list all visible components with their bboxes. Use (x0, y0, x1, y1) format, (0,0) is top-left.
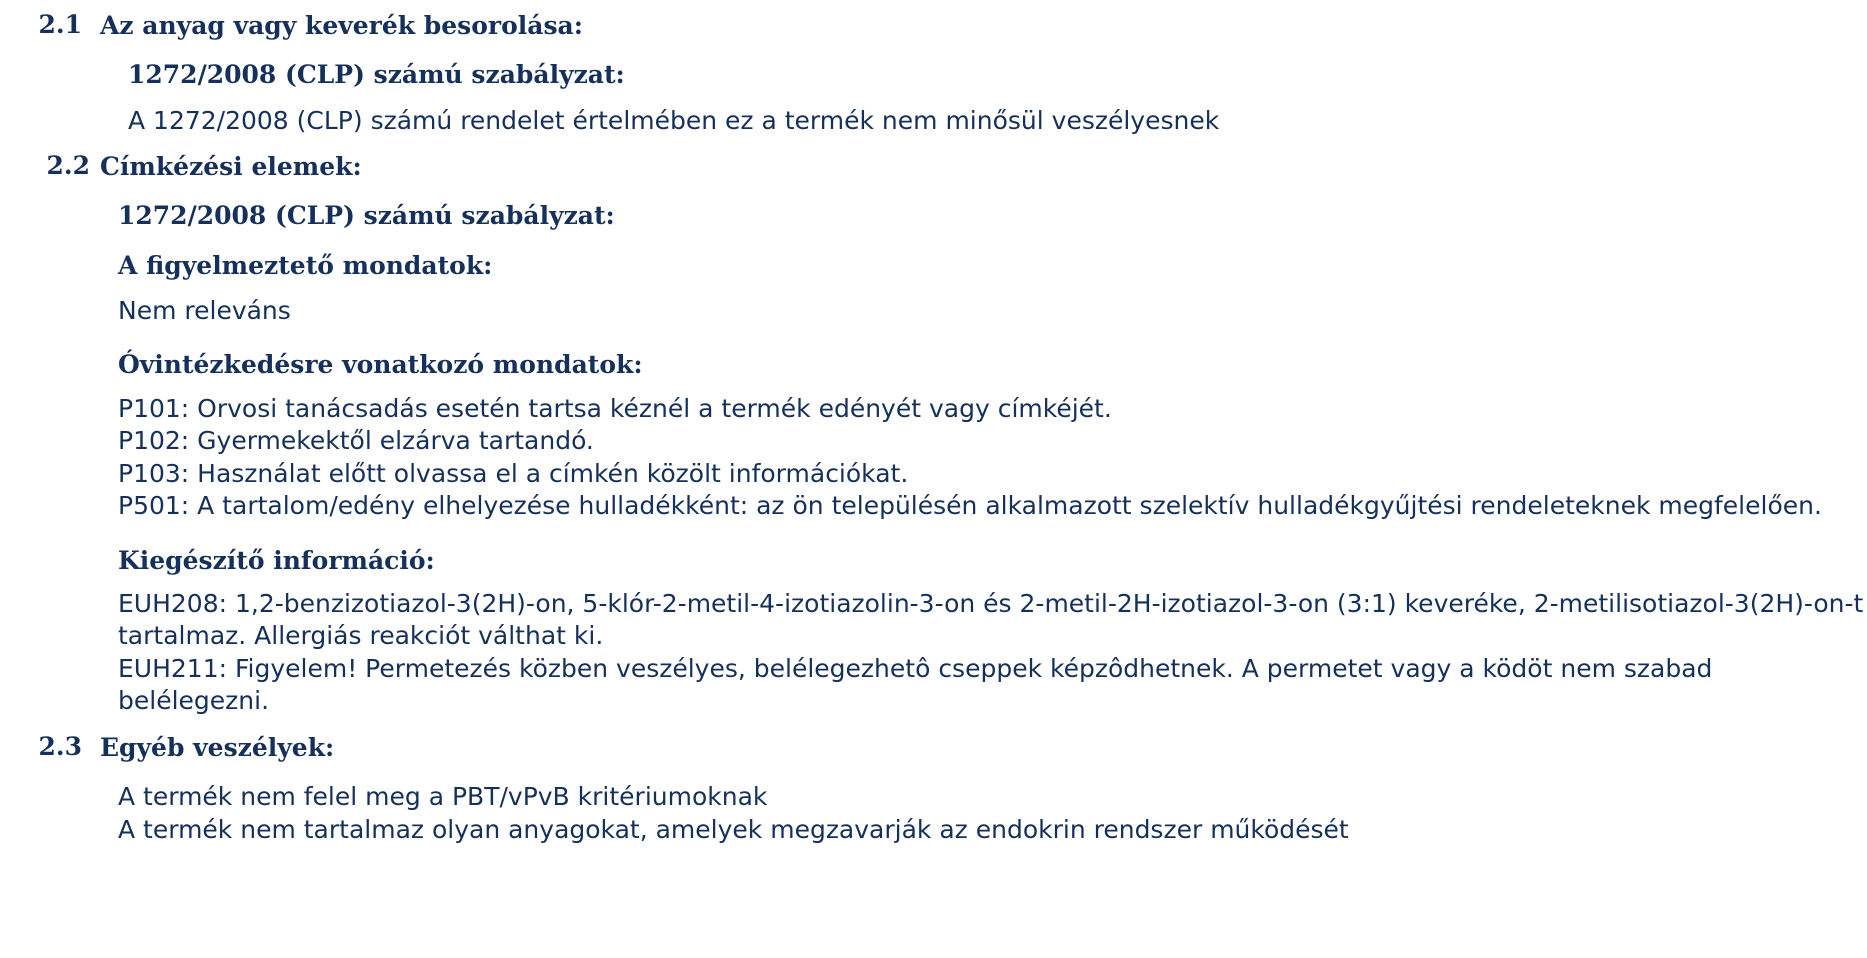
section-2-1-number: 2.1 (38, 10, 82, 39)
other-hazard-line: A termék nem felel meg a PBT/vPvB kritériumoknak (118, 782, 768, 811)
section-2-1-title: Az anyag vagy keverék besorolása: (100, 11, 583, 40)
hazard-statements-heading: A figyelmeztető mondatok: (118, 250, 493, 280)
section-2-3-body (118, 781, 1867, 846)
section-2-3-number: 2.3 (38, 731, 82, 761)
section-2-1-body: A 1272/2008 (CLP) számú rendelet értelmében ez a termék nem minősül veszélyesnek (128, 105, 1220, 135)
section-2-2-header (0, 151, 1867, 182)
additional-information-line: EUH208: 1,2-benzizotiazol-3(2H)-on, 5-klór-2-metil-4-izotiazolin-3-on és 2-metil-2H-izotiazol-3-on (3:1) keveréke, 2-metilisotiazol-3(2H)-on-t tartalmaz. Allergiás reakciót válthat ki. (118, 588, 1864, 651)
precautionary-statement-line: P103: Használat előtt olvassa el a címkén közölt információkat. (118, 458, 909, 488)
precautionary-statement-line: P102: Gyermekektől elzárva tartandó. (118, 426, 594, 455)
precautionary-statement-line: P101: Orvosi tanácsadás esetén tartsa kéznél a termék edényét vagy címkéjét. (118, 393, 1112, 423)
section-2-1-header (0, 10, 1867, 41)
additional-information-body (118, 588, 1867, 718)
section-2-3-title: Egyéb veszélyek: (100, 732, 335, 762)
other-hazard-line: A termék nem tartalmaz olyan anyagokat, amelyek megzavarják az endokrin rendszer működését (118, 814, 1349, 844)
additional-information-heading: Kiegészítő információ: (118, 545, 435, 575)
section-2-2-subheading: 1272/2008 (CLP) számú szabályzat: (118, 201, 615, 231)
precautionary-statements-heading: Óvintézkedésre vonatkozó mondatok: (118, 350, 643, 380)
section-2-1-subheading: 1272/2008 (CLP) számú szabályzat: (128, 60, 625, 90)
hazard-statement-line: Nem releváns (118, 295, 291, 325)
hazard-statements-body (118, 295, 1867, 328)
section-2-3-header (0, 732, 1867, 763)
precautionary-statement-line: P501: A tartalom/edény elhelyezése hulladékként: az ön településén alkalmazott szelektív hulladékgyűjtési rendeleteknek megfelelően. (118, 491, 1822, 520)
precautionary-statements-body (118, 393, 1867, 523)
section-2-2-title: Címkézési elemek: (100, 152, 362, 181)
additional-information-line: EUH211: Figyelem! Permetezés közben veszélyes, belélegezhetô cseppek képzôdhetnek. A permetet vagy a ködöt nem szabad belélegezni. (118, 653, 1713, 716)
section-2-2-number: 2.2 (46, 151, 90, 180)
